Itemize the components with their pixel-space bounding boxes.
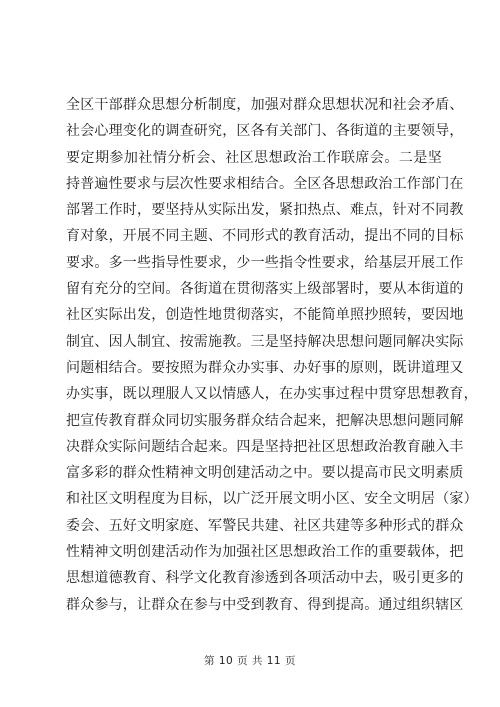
text-line: 全区干部群众思想分析制度，加强对群众思想状况和社会矛盾、 bbox=[66, 97, 464, 113]
text-line: 社会心理变化的调查研究，区各有关部门、各街道的主要领导， bbox=[66, 123, 464, 140]
text-line: 要定期参加社情分析会、社区思想政治工作联席会。二是坚 bbox=[66, 149, 442, 166]
text-line: 办实事，既以理服人又以情感人，在办实事过程中贯穿思想教育， bbox=[66, 386, 478, 403]
text-line: 委会、五好文明家庭、军警民共建、社区共建等多种形式的群众 bbox=[66, 517, 464, 534]
text-line: 制宜、因人制宜、按需施教。三是坚持解决思想问题同解决实际 bbox=[66, 333, 464, 350]
text-line: 问题相结合。要按照为群众办实事、办好事的原则，既讲道理又 bbox=[66, 359, 464, 376]
text-line: 决群众实际问题结合起来。四是坚持把社区思想政治教育融入丰 bbox=[66, 438, 464, 455]
text-line: 部署工作时，要坚持从实际出发，紧扣热点、难点，针对不同教 bbox=[66, 202, 464, 219]
text-line: 要求。多一些指导性要求，少一些指令性要求，给基层开展工作 bbox=[66, 254, 464, 271]
text-line: 和社区文明程度为目标，以广泛开展文明小区、安全文明居（家） bbox=[66, 491, 478, 508]
text-line: 育对象，开展不同主题、不同形式的教育活动，提出不同的目标 bbox=[66, 228, 464, 245]
text-line: 性精神文明创建活动作为加强社区思想政治工作的重要载体，把 bbox=[66, 544, 464, 561]
text-line: 留有充分的空间。各街道在贯彻落实上级部署时，要从本街道的 bbox=[66, 281, 464, 298]
text-line: 富多彩的群众性精神文明创建活动之中。要以提高市民文明素质 bbox=[66, 465, 464, 482]
text-line: 思想道德教育、科学文化教育渗透到各项活动中去，吸引更多的 bbox=[66, 570, 464, 587]
body-text bbox=[66, 92, 478, 618]
text-line: 把宣传教育群众同切实服务群众结合起来，把解决思想问题同解 bbox=[66, 412, 464, 429]
page-number-footer: 第 10 页 共 11 页 bbox=[204, 655, 296, 667]
text-line: 群众参与，让群众在参与中受到教育、得到提高。通过组织辖区 bbox=[66, 596, 464, 613]
text-line: 社区实际出发，创造性地贯彻落实，不能简单照抄照转，要因地 bbox=[66, 307, 464, 324]
text-line: 持普遍性要求与层次性要求相结合。全区各思想政治工作部门在 bbox=[66, 175, 464, 192]
